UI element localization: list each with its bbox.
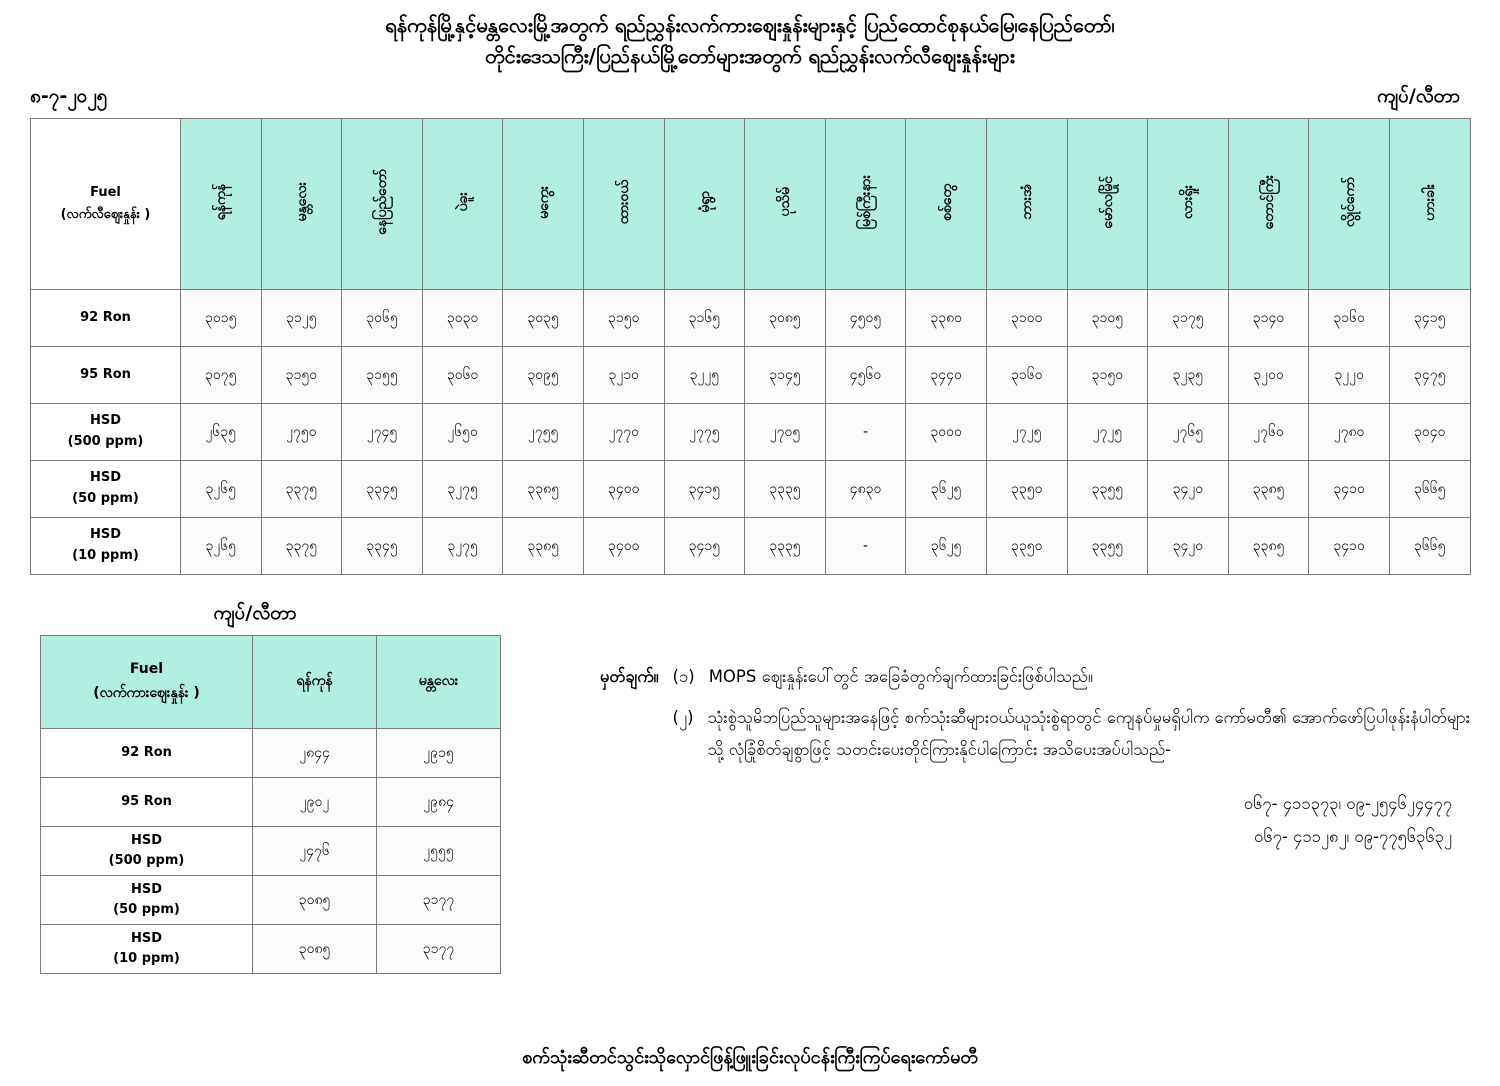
small-cell-1-1: ၂၉၈၄ xyxy=(377,778,501,827)
small-row-line2: (500 ppm) xyxy=(108,853,185,868)
cell-3-9: ၃၆၂၅ xyxy=(906,461,987,518)
cell-4-14: ၃၄၁၀ xyxy=(1309,518,1390,575)
cell-0-2: ၃၀၆၅ xyxy=(342,290,423,347)
small-row-label-0 xyxy=(41,729,253,778)
title-line-1: ရန်ကုန်မြို့နှင့်မန္တလေးမြို့အတွက် ရည်ညွှန်းလက်ကားဈေးနှုန်းများနှင့် ပြည်ထောင်စုနယ်မြေ၊နေပြည်တော်၊ xyxy=(385,13,1115,37)
header-fuel-corner xyxy=(31,119,181,290)
table-row xyxy=(41,827,501,876)
cell-4-9: ၃၆၂၅ xyxy=(906,518,987,575)
row-label-2 xyxy=(31,404,181,461)
col-header-8: မြစ်ကြီးနား xyxy=(825,119,906,290)
cell-1-11: ၃၁၅၀ xyxy=(1067,347,1148,404)
small-row-line2: (10 ppm) xyxy=(113,951,180,966)
cell-0-12: ၃၁၇၅ xyxy=(1148,290,1229,347)
small-row-label-1 xyxy=(41,778,253,827)
row-label-line1: HSD xyxy=(89,527,122,543)
cell-0-0: ၃၀၁၅ xyxy=(181,290,262,347)
wholesale-column xyxy=(30,601,500,974)
small-header-row xyxy=(41,636,501,729)
row-label-0 xyxy=(31,290,181,347)
row-label-line1: 95 Ron xyxy=(80,366,131,382)
small-cell-0-0: ၂၈၄၄ xyxy=(253,729,377,778)
cell-3-12: ၃၄၂၀ xyxy=(1148,461,1229,518)
title-line-2: တိုင်းဒေသကြီး/ပြည်နယ်မြို့တော်များအတွက် ရည်ညွှန်းလက်လီဈေးနှုန်းများ xyxy=(485,44,1015,68)
cell-4-8: - xyxy=(825,518,906,575)
col-header-0: ရန်ကုန် xyxy=(181,119,262,290)
cell-4-13: ၃၃၈၅ xyxy=(1228,518,1309,575)
table-row xyxy=(41,729,501,778)
cell-2-2: ၂၇၄၅ xyxy=(342,404,423,461)
unit-label-main: ကျပ်/လီတာ xyxy=(1377,85,1460,107)
cell-3-5: ၃၄၀၀ xyxy=(583,461,664,518)
small-corner-line2: (လက်ကားဈေးနှုန်း ) xyxy=(93,685,200,701)
corner-label-line2: (လက်လီဈေးနှုန်း ) xyxy=(60,207,151,222)
col-header-12: လားရှိုး xyxy=(1148,119,1229,290)
cell-2-9: ၃၀၀၀ xyxy=(906,404,987,461)
small-cell-2-1: ၂၅၅၅ xyxy=(377,827,501,876)
small-cell-3-0: ၃၀၈၅ xyxy=(253,876,377,925)
cell-4-6: ၃၄၁၅ xyxy=(664,518,745,575)
row-label-3 xyxy=(31,461,181,518)
cell-3-3: ၃၂၇၅ xyxy=(422,461,503,518)
cell-2-0: ၂၆၃၅ xyxy=(181,404,262,461)
small-cell-0-1: ၂၉၁၅ xyxy=(377,729,501,778)
cell-3-7: ၃၃၃၅ xyxy=(745,461,826,518)
cell-0-8: ၄၅၀၅ xyxy=(825,290,906,347)
cell-4-2: ၃၃၄၅ xyxy=(342,518,423,575)
document-title xyxy=(0,0,1500,72)
row-label-line2: (500 ppm) xyxy=(67,434,144,449)
note-item-2 xyxy=(600,702,1470,765)
cell-4-15: ၃၆၆၅ xyxy=(1389,518,1470,575)
notes-label: မှတ်ချက်။ xyxy=(600,667,659,686)
cell-2-6: ၂၇၇၅ xyxy=(664,404,745,461)
small-cell-2-0: ၂၄၇၆ xyxy=(253,827,377,876)
col-header-13: တောင်ကြီး xyxy=(1228,119,1309,290)
cell-2-14: ၂၇၈၀ xyxy=(1309,404,1390,461)
cell-0-11: ၃၁၀၅ xyxy=(1067,290,1148,347)
contact-phones xyxy=(600,787,1470,853)
phone-line-1: ၀၆၇- ၄၁၁၃၇၃၊ ၀၉-၂၅၄၆၂၄၄၇၇ xyxy=(1243,794,1452,814)
col-header-2: နေပြည်တော် xyxy=(342,119,423,290)
small-cell-3-1: ၃၁၇၇ xyxy=(377,876,501,925)
table-row xyxy=(31,404,1471,461)
col-header-3: ပဲခူး xyxy=(422,119,503,290)
cell-0-3: ၃၀၃၀ xyxy=(422,290,503,347)
cell-3-10: ၃၃၅၀ xyxy=(986,461,1067,518)
cell-0-7: ၃၀၈၅ xyxy=(745,290,826,347)
meta-row xyxy=(0,72,1500,112)
cell-1-9: ၃၄၄၀ xyxy=(906,347,987,404)
col-header-9: စစ်တွေ xyxy=(906,119,987,290)
note-text-2: သုံးစွဲသူမိဘပြည်သူများအနေဖြင့် စက်သုံးဆီများဝယ်ယူသုံးစွဲရာတွင် ကျေနပ်မှုမရှိပါက ကော်မတီ၏ အောက်ဖော်ပြပါဖုန်းနံပါတ်များသို့ လုံခြုံစိတ်ချစွာဖြင့် သတင်းပေးတိုင်ကြားနိုင်ပါကြောင်း အသိပေးအပ်ပါသည်- xyxy=(707,708,1470,759)
note-number-2: (၂) xyxy=(672,708,694,728)
cell-2-3: ၂၆၅၀ xyxy=(422,404,503,461)
cell-2-1: ၂၇၅၀ xyxy=(261,404,342,461)
small-col-header-0: ရန်ကုန် xyxy=(253,636,377,729)
cell-0-1: ၃၁၂၅ xyxy=(261,290,342,347)
row-label-line1: 92 Ron xyxy=(80,309,131,325)
footer-authority: စက်သုံးဆီတင်သွင်းသိုလှောင်ဖြန့်ဖြူးခြင်းလုပ်ငန်းကြီးကြပ်ရေးကော်မတီ xyxy=(522,1047,978,1068)
cell-3-2: ၃၃၄၅ xyxy=(342,461,423,518)
col-header-7: ပုသိမ် xyxy=(745,119,826,290)
cell-0-10: ၃၁၀၀ xyxy=(986,290,1067,347)
cell-0-14: ၃၁၆၀ xyxy=(1309,290,1390,347)
wholesale-price-table xyxy=(40,635,501,974)
small-row-label-4 xyxy=(41,925,253,974)
cell-2-8: - xyxy=(825,404,906,461)
small-row-line1: 95 Ron xyxy=(121,793,172,809)
col-header-5: ထားဝယ် xyxy=(583,119,664,290)
cell-1-13: ၃၂၀၀ xyxy=(1228,347,1309,404)
note-item-1 xyxy=(600,661,1470,692)
cell-3-11: ၃၃၅၅ xyxy=(1067,461,1148,518)
cell-0-6: ၃၁၆၅ xyxy=(664,290,745,347)
row-label-1 xyxy=(31,347,181,404)
small-header-fuel-corner xyxy=(41,636,253,729)
cell-2-5: ၂၇၇၀ xyxy=(583,404,664,461)
small-row-line1: HSD xyxy=(130,881,163,897)
cell-3-15: ၃၆၆၅ xyxy=(1389,461,1470,518)
col-header-11: မော်လမြိုင် xyxy=(1067,119,1148,290)
table-row xyxy=(41,876,501,925)
cell-4-3: ၃၂၇၅ xyxy=(422,518,503,575)
cell-0-15: ၃၄၁၅ xyxy=(1389,290,1470,347)
retail-price-table xyxy=(30,118,1471,575)
cell-1-10: ၃၁၆၀ xyxy=(986,347,1067,404)
cell-2-4: ၂၇၅၅ xyxy=(503,404,584,461)
table-row xyxy=(31,518,1471,575)
small-cell-4-1: ၃၁၇၇ xyxy=(377,925,501,974)
cell-1-8: ၄၅၆၀ xyxy=(825,347,906,404)
small-cell-4-0: ၃၀၈၅ xyxy=(253,925,377,974)
cell-2-10: ၂၇၂၅ xyxy=(986,404,1067,461)
table-row xyxy=(31,290,1471,347)
cell-4-10: ၃၃၅၀ xyxy=(986,518,1067,575)
table-row xyxy=(31,347,1471,404)
small-corner-line1: Fuel xyxy=(129,661,164,678)
cell-1-5: ၃၂၁၀ xyxy=(583,347,664,404)
col-header-1: မန္တလေး xyxy=(261,119,342,290)
cell-4-0: ၃၂၆၅ xyxy=(181,518,262,575)
cell-4-4: ၃၃၈၅ xyxy=(503,518,584,575)
cell-1-7: ၃၁၄၅ xyxy=(745,347,826,404)
cell-0-4: ၃၀၃၅ xyxy=(503,290,584,347)
cell-3-14: ၃၄၁၀ xyxy=(1309,461,1390,518)
small-row-label-3 xyxy=(41,876,253,925)
small-cell-1-0: ၂၉၀၂ xyxy=(253,778,377,827)
col-header-15: ဟားခါး xyxy=(1389,119,1470,290)
cell-1-15: ၃၄၇၅ xyxy=(1389,347,1470,404)
document-date: ၈-၇-၂၀၂၅ xyxy=(30,85,108,107)
note-text-1: MOPS ဈေးနှုန်းပေါ်တွင် အခြေခံတွက်ချက်ထားခြင်းဖြစ်ပါသည်။ xyxy=(708,667,1093,686)
cell-4-5: ၃၄၀၀ xyxy=(583,518,664,575)
cell-3-8: ၄၈၃၀ xyxy=(825,461,906,518)
small-row-line1: HSD xyxy=(130,832,163,848)
cell-2-7: ၂၇၀၅ xyxy=(745,404,826,461)
main-table-wrapper xyxy=(0,112,1500,575)
table-row xyxy=(41,925,501,974)
small-row-label-2 xyxy=(41,827,253,876)
cell-2-13: ၂၇၆၀ xyxy=(1228,404,1309,461)
cell-0-5: ၃၁၅၀ xyxy=(583,290,664,347)
note-number-1: (၁) xyxy=(672,667,695,686)
row-label-line2: (50 ppm) xyxy=(72,491,139,506)
row-label-line1: HSD xyxy=(89,470,122,486)
lower-section xyxy=(0,601,1500,974)
cell-1-6: ၃၂၂၅ xyxy=(664,347,745,404)
small-row-line2: (50 ppm) xyxy=(113,902,180,917)
cell-1-14: ၃၂၂၀ xyxy=(1309,347,1390,404)
cell-3-13: ၃၃၈၅ xyxy=(1228,461,1309,518)
small-row-line1: 92 Ron xyxy=(121,744,172,760)
cell-1-0: ၃၀၇၅ xyxy=(181,347,262,404)
col-header-6: မုံရွာ xyxy=(664,119,745,290)
col-header-10: ဘားအံ xyxy=(986,119,1067,290)
corner-label-line1: Fuel xyxy=(90,184,121,200)
cell-4-12: ၃၄၂၀ xyxy=(1148,518,1229,575)
col-header-4: မကွေး xyxy=(503,119,584,290)
small-col-header-1: မန္တလေး xyxy=(377,636,501,729)
cell-2-11: ၂၇၂၅ xyxy=(1067,404,1148,461)
cell-1-4: ၃၀၉၅ xyxy=(503,347,584,404)
cell-4-1: ၃၃၇၅ xyxy=(261,518,342,575)
cell-3-4: ၃၃၈၅ xyxy=(503,461,584,518)
cell-1-2: ၃၁၅၅ xyxy=(342,347,423,404)
row-label-line2: (10 ppm) xyxy=(72,548,139,563)
cell-2-12: ၂၇၆၅ xyxy=(1148,404,1229,461)
cell-3-6: ၃၄၁၅ xyxy=(664,461,745,518)
cell-4-11: ၃၃၅၅ xyxy=(1067,518,1148,575)
unit-label-small: ကျပ်/လီတာ xyxy=(213,602,297,624)
row-label-4 xyxy=(31,518,181,575)
row-label-line1: HSD xyxy=(89,413,122,429)
cell-3-1: ၃၃၇၅ xyxy=(261,461,342,518)
notes-section xyxy=(500,601,1470,974)
cell-1-3: ၃၀၆၀ xyxy=(422,347,503,404)
cell-1-12: ၃၂၃၅ xyxy=(1148,347,1229,404)
table-row xyxy=(41,778,501,827)
cell-0-9: ၃၃၈၀ xyxy=(906,290,987,347)
small-row-line1: HSD xyxy=(130,930,163,946)
cell-2-15: ၃၀၄၀ xyxy=(1389,404,1470,461)
table-header-row xyxy=(31,119,1471,290)
phone-line-2: ၀၆၇- ၄၁၁၂၈၂၊ ၀၉-၇၇၅၆၃၆၃၂ xyxy=(1254,827,1452,847)
cell-4-7: ၃၃၃၅ xyxy=(745,518,826,575)
col-header-14: လွိုင်ကော် xyxy=(1309,119,1390,290)
cell-1-1: ၃၁၅၀ xyxy=(261,347,342,404)
table-row xyxy=(31,461,1471,518)
cell-3-0: ၃၂၆၅ xyxy=(181,461,262,518)
cell-0-13: ၃၁၄၀ xyxy=(1228,290,1309,347)
